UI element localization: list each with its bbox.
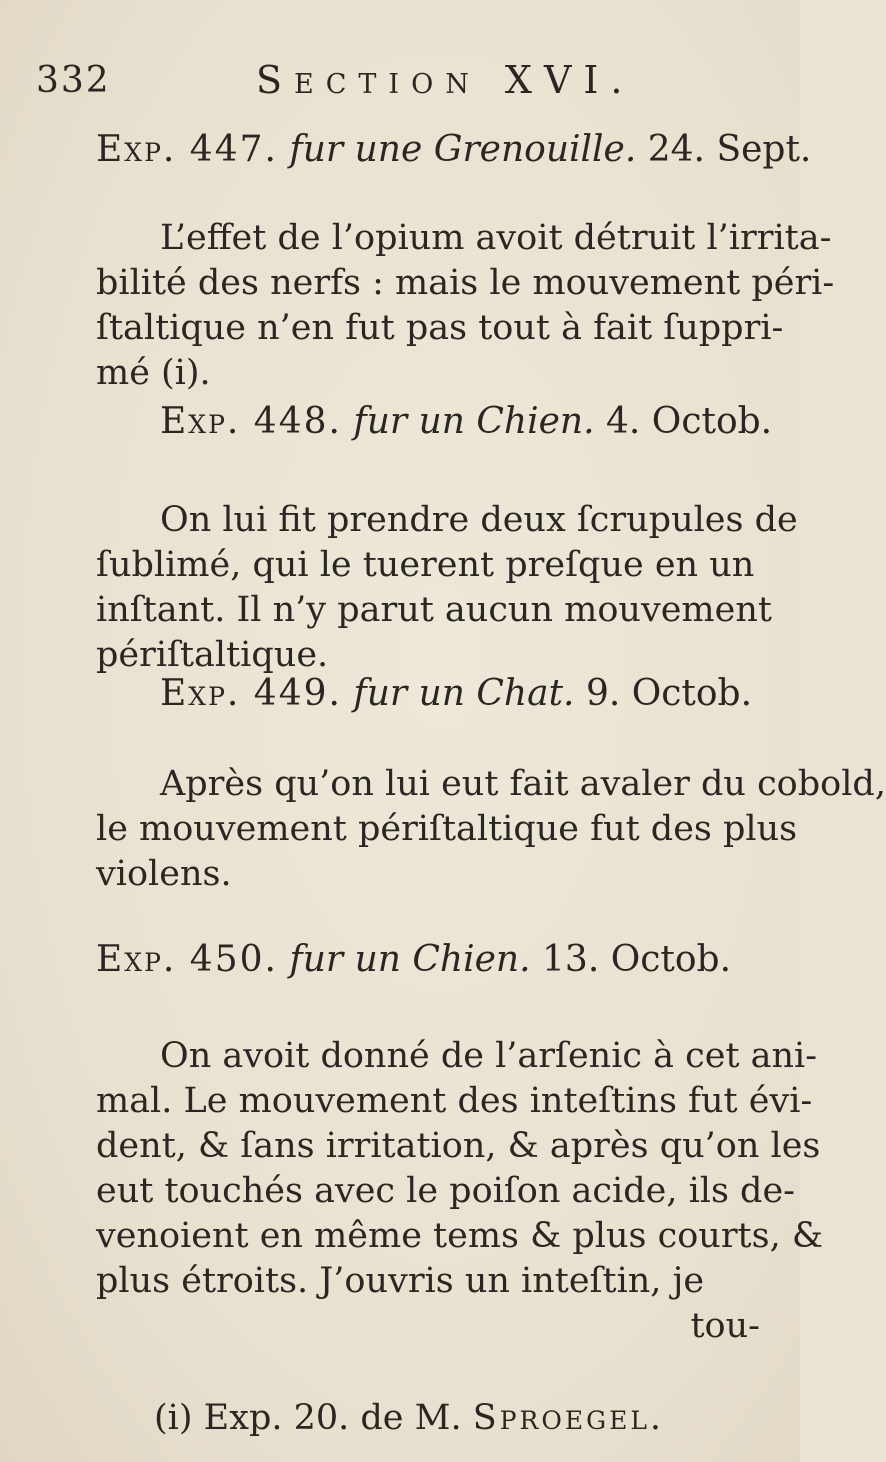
footnote-author: Sproegel. (472, 1398, 665, 1438)
footnote (154, 1396, 664, 1440)
text-line: ſtaltique n’en fut pas tout à fait ſuppri- (96, 308, 784, 348)
text-line: Après qu’on lui eut fait avaler du cobold, (160, 764, 886, 804)
experiment-subject: fur un Chien. (353, 401, 595, 442)
text-line: périſtaltique. (96, 635, 329, 675)
experiment-label: Exp. 449. (160, 673, 342, 714)
experiment-text-447 (96, 216, 835, 396)
text-line: mé (i). (96, 353, 211, 393)
experiment-label: Exp. 447. (96, 129, 278, 170)
running-head (36, 58, 776, 110)
experiment-heading-447 (96, 128, 811, 172)
text-line: mal. Le mouvement des inteſtins fut évi- (96, 1081, 813, 1121)
text-line: bilité des nerfs : mais le mouvement péri- (96, 263, 835, 303)
text-line: ſublimé, qui le tuerent preſque en un (96, 545, 755, 585)
text-line: plus étroits. J’ouvris un inteſtin, je (96, 1261, 705, 1301)
section-title: Section XVI. (256, 58, 635, 102)
text-line: inſtant. Il n’y parut aucun mouvement (96, 590, 772, 630)
footnote-text: Exp. 20. de M. (203, 1398, 462, 1438)
experiment-subject: fur un Chien. (289, 939, 531, 980)
experiment-subject: fur un Chat. (353, 673, 575, 714)
text-line: violens. (96, 854, 232, 894)
experiment-heading-449 (160, 672, 752, 716)
text-line: eut touchés avec le poiſon acide, ils de- (96, 1171, 795, 1211)
text-line: le mouvement périſtaltique fut des plus (96, 809, 798, 849)
page-number: 332 (36, 60, 111, 101)
catchword: tou- (690, 1306, 760, 1346)
experiment-label: Exp. 448. (160, 401, 342, 442)
footnote-marker: (i) (154, 1398, 193, 1438)
experiment-text-448 (96, 498, 798, 678)
experiment-text-450 (96, 1034, 823, 1349)
experiment-date: 4. Octob. (606, 401, 773, 442)
experiment-label: Exp. 450. (96, 939, 278, 980)
text-line: venoient en même tems & plus courts, & (96, 1216, 823, 1256)
experiment-date: 13. Octob. (542, 939, 732, 980)
experiment-date: 24. Sept. (647, 129, 812, 170)
experiment-text-449 (96, 762, 886, 897)
experiment-subject: fur une Grenouille. (289, 129, 637, 170)
experiment-date: 9. Octob. (585, 673, 753, 714)
experiment-heading-448 (160, 400, 772, 444)
text-line: dent, & ſans irritation, & après qu’on les (96, 1126, 821, 1166)
text-line: On lui fit prendre deux ſcrupules de (160, 500, 798, 540)
experiment-heading-450 (96, 938, 731, 982)
text-line: On avoit donné de l’arſenic à cet ani- (160, 1036, 818, 1076)
text-line: L’effet de l’opium avoit détruit l’irrita- (160, 218, 832, 258)
